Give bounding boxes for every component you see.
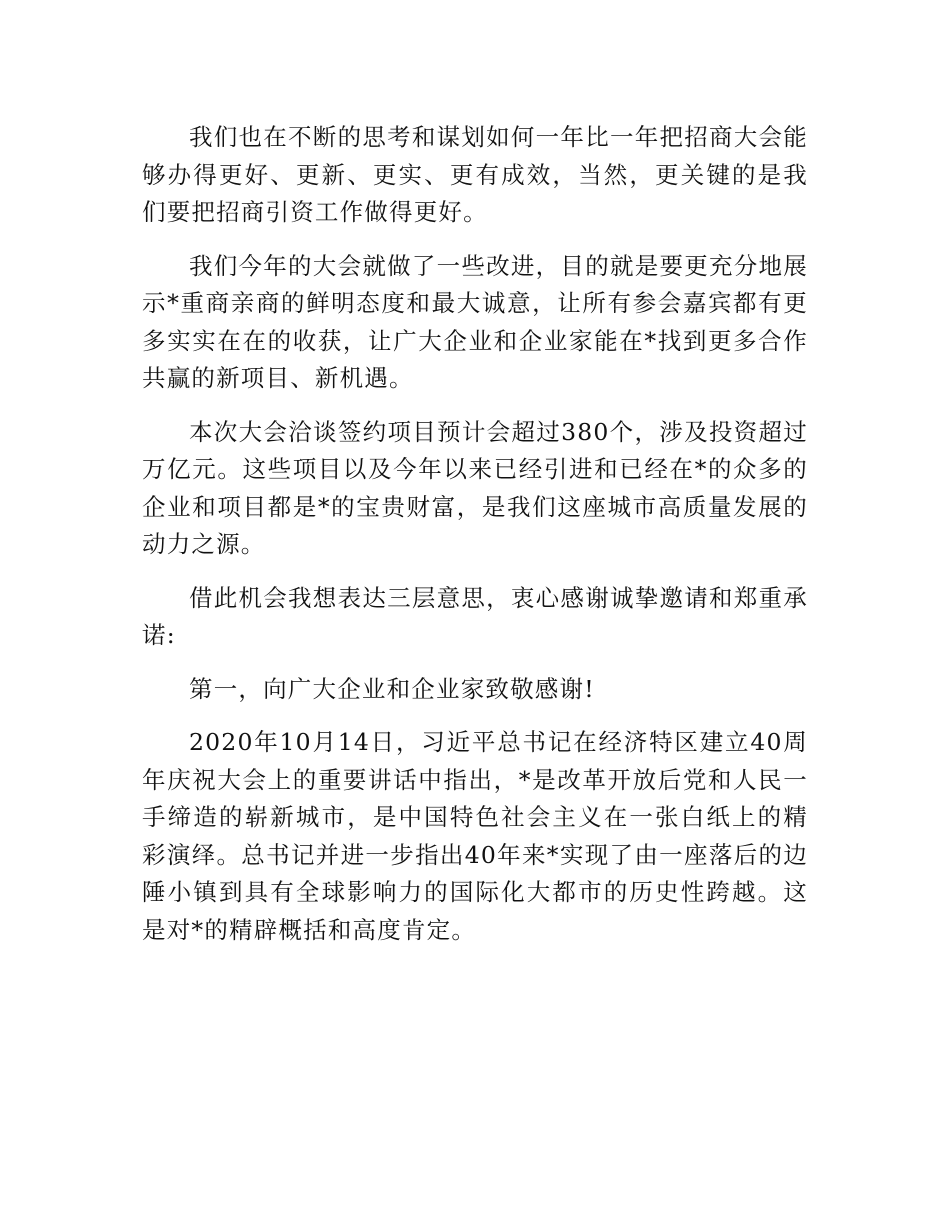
paragraph-2: 我们今年的大会就做了一些改进，目的就是要更充分地展示*重商亲商的鲜明态度和最大诚意，让所有参会嘉宾都有更多实实在在的收获，让广大企业和企业家能在*找到更多合作共赢的新项目、新机遇。: [142, 251, 808, 392]
paragraph-1: 我们也在不断的思考和谋划如何一年比一年把招商大会能够办得更好、更新、更实、更有成效，当然，更关键的是我们要把招商引资工作做得更好。: [142, 123, 808, 226]
document-body: [142, 119, 808, 949]
paragraph-6: 2020年10月14日，习近平总书记在经济特区建立40周年庆祝大会上的重要讲话中指出，*是改革开放后党和人民一手缔造的崭新城市，是中国特色社会主义在一张白纸上的精彩演绎。总书记并进一步指出40年来*实现了由一座落后的边陲小镇到具有全球影响力的国际化大都市的历史性跨越。这是对*的精辟概括和高度肯定。: [142, 728, 808, 944]
paragraph-3: 本次大会洽谈签约项目预计会超过380个，涉及投资超过万亿元。这些项目以及今年以来已经引进和已经在*的众多的企业和项目都是*的宝贵财富，是我们这座城市高质量发展的动力之源。: [142, 417, 808, 558]
paragraph-5: 第一，向广大企业和企业家致敬感谢!: [189, 674, 595, 703]
paragraph-4: 借此机会我想表达三层意思，衷心感谢诚挚邀请和郑重承诺:: [142, 583, 808, 649]
